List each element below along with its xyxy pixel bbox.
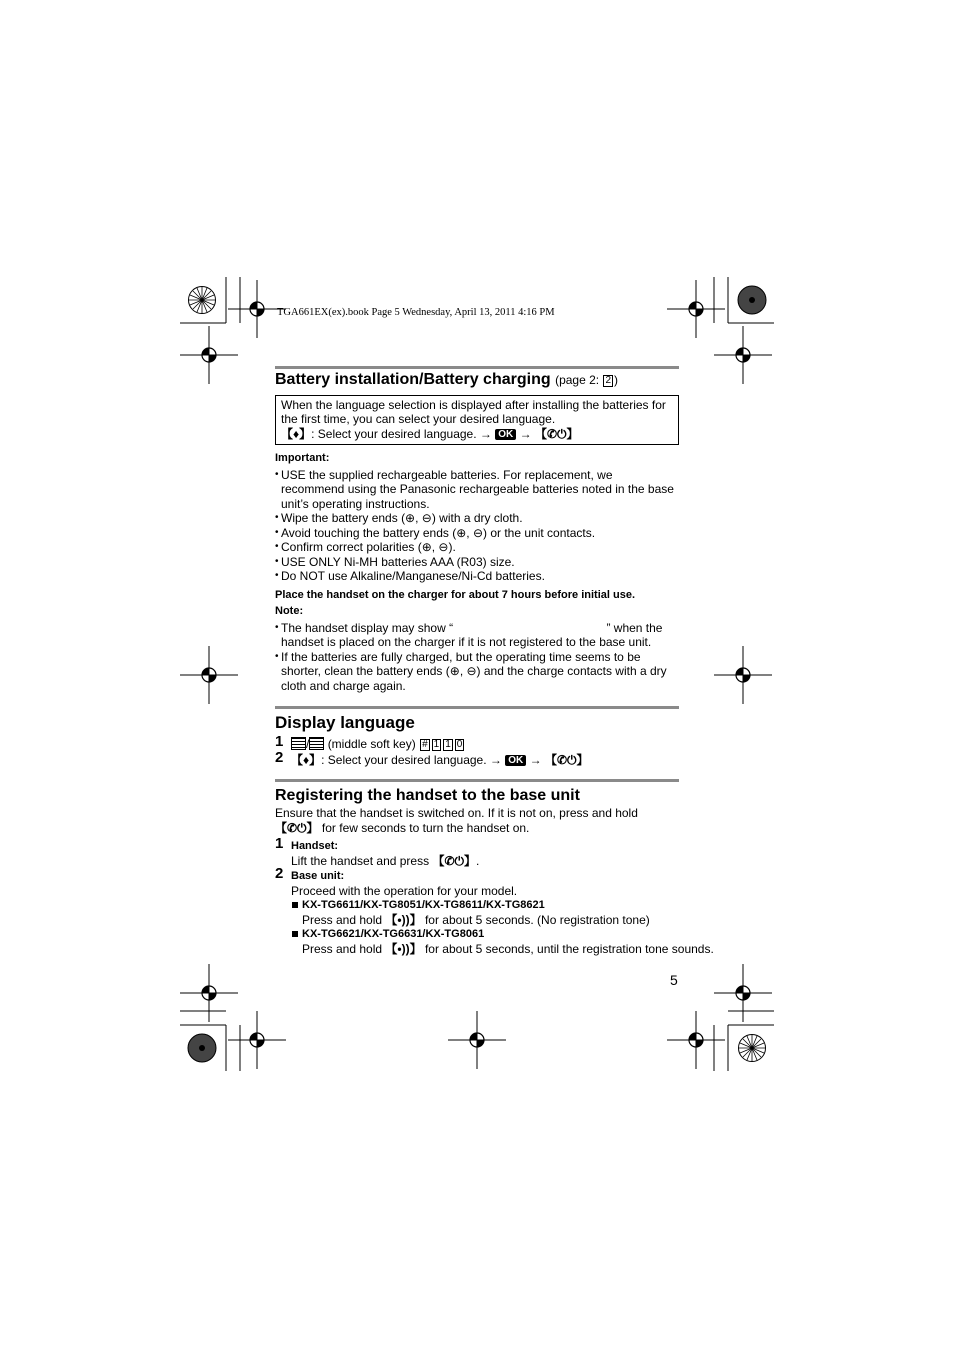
section-rule bbox=[275, 706, 679, 709]
registering-step-1: 1 Handset: Lift the handset and press 【✆⏻】. bbox=[275, 835, 480, 868]
registration-star-top-left bbox=[189, 287, 216, 314]
model-group-1: KX-TG6611/KX-TG8051/KX-TG8611/KX-TG8621 bbox=[290, 898, 679, 913]
list-item: • The handset display may show “ ” when the handset is placed on the charger if it is not registered to the base unit. bbox=[275, 621, 679, 650]
section-rule bbox=[275, 366, 679, 369]
list-item: • Confirm correct polarities (⊕, ⊖). bbox=[275, 540, 679, 555]
registering-title: Registering the handset to the base unit bbox=[275, 786, 580, 804]
menu-list-icon bbox=[309, 737, 324, 750]
display-language-step-2: 2 【♦】: Select your desired language. → OK → 【✆⏻】 bbox=[275, 749, 589, 767]
registration-star-bottom-left bbox=[188, 1034, 216, 1062]
important-list bbox=[275, 468, 679, 584]
file-header: TGA661EX(ex).book Page 5 Wednesday, April 13, 2011 4:16 PM bbox=[277, 307, 555, 318]
battery-section-title: Battery installation/Battery charging (page 2: 2 ) bbox=[275, 371, 619, 388]
important-label: Important: bbox=[275, 452, 330, 464]
navigator-key: 【♦】 bbox=[281, 426, 312, 441]
registering-step-2: 2 Base unit: Proceed with the operation for your model. bbox=[275, 865, 518, 898]
registration-star-bottom-right bbox=[739, 1035, 766, 1062]
off-key-icon: 【✆⏻】 bbox=[275, 820, 319, 835]
language-box-instruction: 【♦】: Select your desired language. → OK → 【✆⏻】 bbox=[281, 426, 579, 441]
registering-intro: Ensure that the handset is switched on. If it is not on, press and hold 【✆⏻】 for few seconds to turn the handset on. bbox=[275, 806, 638, 835]
navigator-key: 【♦】 bbox=[291, 753, 322, 767]
note-label: Note: bbox=[275, 605, 304, 617]
off-key-icon: 【✆⏻】 bbox=[432, 853, 476, 868]
locator-key-icon: 【•))】 bbox=[385, 912, 422, 927]
registration-star-top-right bbox=[738, 286, 766, 314]
locator-key-icon: 【•))】 bbox=[385, 941, 422, 956]
display-language-step-1: 1 / (middle soft key) # 1 1 0 bbox=[275, 732, 463, 751]
off-key-icon: 【✆⏻】 bbox=[544, 753, 589, 767]
model-group-2: KX-TG6621/KX-TG6631/KX-TG8061 bbox=[290, 927, 679, 942]
ok-key-icon: OK bbox=[505, 755, 526, 766]
charging-notice: Place the handset on the charger for about 7 hours before initial use. bbox=[275, 588, 636, 601]
key-hash: # bbox=[422, 738, 428, 750]
model-group-2-instruction: Press and hold 【•))】 for about 5 seconds, until the registration tone sounds. bbox=[302, 941, 714, 956]
list-item: • If the batteries are fully charged, but the operating time seems to be shorter, clean the battery ends (⊕, ⊖) and the charge contacts with a dry cloth and charge again. bbox=[275, 650, 679, 694]
page-number: 5 bbox=[670, 972, 678, 988]
off-key-icon: 【✆⏻】 bbox=[534, 426, 579, 441]
page-reference: (page 2: 2 ) bbox=[555, 373, 619, 387]
key-1: 1 bbox=[445, 738, 451, 750]
list-item: • Wipe the battery ends (⊕, ⊖) with a dry cloth. bbox=[275, 511, 679, 526]
language-box-text: When the language selection is displayed after installing the batteries for the first time, you can select your desired language. bbox=[281, 397, 666, 426]
list-item: • Avoid touching the battery ends (⊕, ⊖) or the unit contacts. bbox=[275, 526, 679, 541]
list-item: • Do NOT use Alkaline/Manganese/Ni-Cd batteries. bbox=[275, 569, 679, 584]
display-language-title: Display language bbox=[275, 713, 415, 732]
menu-icon bbox=[291, 737, 306, 750]
model-group-1-instruction: Press and hold 【•))】 for about 5 seconds. (No registration tone) bbox=[302, 912, 650, 927]
language-selection-box bbox=[275, 395, 679, 446]
key-1: 1 bbox=[433, 738, 440, 750]
key-0: 0 bbox=[456, 738, 463, 750]
note-list bbox=[275, 621, 679, 694]
section-rule bbox=[275, 779, 679, 782]
page-content bbox=[275, 366, 714, 956]
ok-key-icon: OK bbox=[495, 429, 516, 440]
list-item: • USE ONLY Ni-MH batteries AAA (R03) size. bbox=[275, 555, 679, 570]
list-item: • USE the supplied rechargeable batteries. For replacement, we recommend using the Panasonic rechargeable batteries noted in the base unit’s operating instructions. bbox=[275, 468, 679, 512]
